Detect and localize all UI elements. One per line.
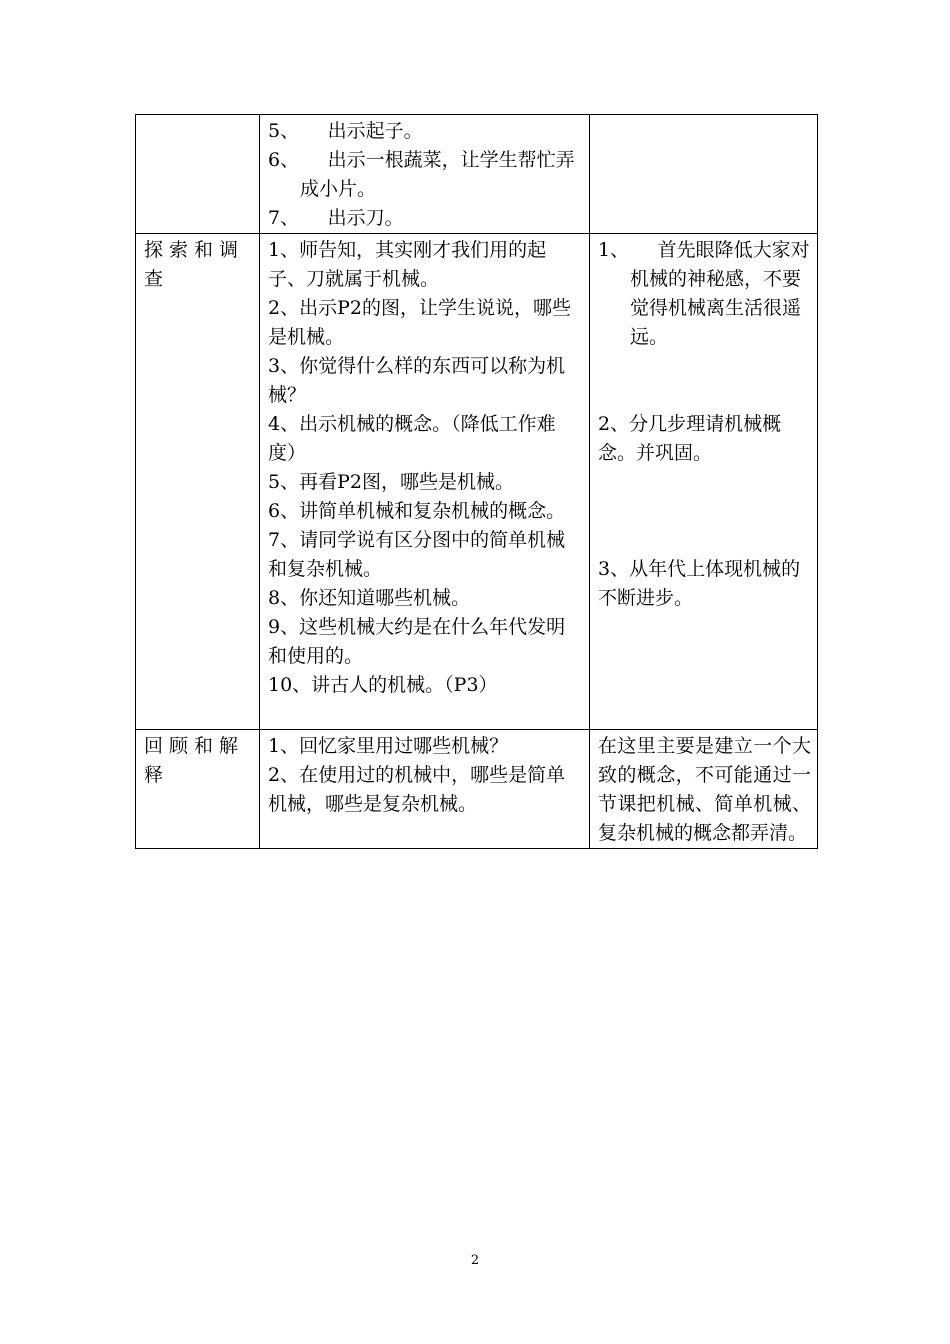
activity-item: 5、再看P2图，哪些是机械。: [268, 471, 514, 493]
activity-item: 9、这些机械大约是在什么年代发明和使用的。: [268, 616, 566, 667]
activities-cell: [260, 115, 590, 234]
table-row: [136, 730, 818, 849]
note-item: 3、从年代上体现机械的不断进步。: [598, 558, 801, 609]
notes-cell: [590, 115, 818, 234]
page-number: 2: [470, 1253, 480, 1268]
activity-item: 1、回忆家里用过哪些机械？: [268, 735, 509, 757]
activity-item: 2、出示P2的图，让学生说说，哪些是机械。: [268, 297, 571, 348]
stage-cell: [136, 730, 260, 849]
table-row: [136, 115, 818, 234]
activity-item: 4、出示机械的概念。（降低工作难度）: [268, 413, 556, 464]
activity-item: 6、讲简单机械和复杂机械的概念。: [268, 500, 566, 522]
blank-line: [268, 700, 583, 729]
activity-item: 8、你还知道哪些机械。: [268, 587, 471, 609]
lesson-plan-table: [135, 114, 818, 849]
activities-cell: [260, 234, 590, 730]
note-item: 在这里主要是建立一个大致的概念，不可能通过一节课把机械、简单机械、复杂机械的概念都弄清。: [598, 735, 811, 844]
activities-cell: [260, 730, 590, 849]
table-row: [136, 234, 818, 730]
activity-item: 2、在使用过的机械中，哪些是简单机械，哪些是复杂机械。: [268, 764, 566, 815]
note-item: 2、分几步理请机械概念。并巩固。: [598, 413, 782, 464]
stage-label: 回顾和解释: [144, 735, 245, 786]
activity-item: 1、师告知，其实刚才我们用的起子、刀就属于机械。: [268, 239, 547, 290]
activity-item: 5、 出示起子。: [268, 120, 423, 142]
stage-cell: [136, 234, 260, 730]
notes-cell: [590, 234, 818, 730]
activity-item: 3、你觉得什么样的东西可以称为机械？: [268, 355, 566, 406]
stage-label: 探索和调查: [144, 239, 245, 290]
stage-cell: [136, 115, 260, 234]
notes-cell: [590, 730, 818, 849]
activity-item: 7、 出示刀。: [268, 207, 404, 229]
note-item: 1、 首先眼降低大家对机械的神秘感，不要觉得机械离生活很遥远。: [598, 239, 810, 348]
activity-item: 7、请同学说有区分图中的简单机械和复杂机械。: [268, 529, 566, 580]
activity-item: 10、讲古人的机械。（P3）: [268, 674, 498, 696]
activity-item: 6、 出示一根蔬菜，让学生帮忙弄成小片。: [268, 149, 575, 200]
